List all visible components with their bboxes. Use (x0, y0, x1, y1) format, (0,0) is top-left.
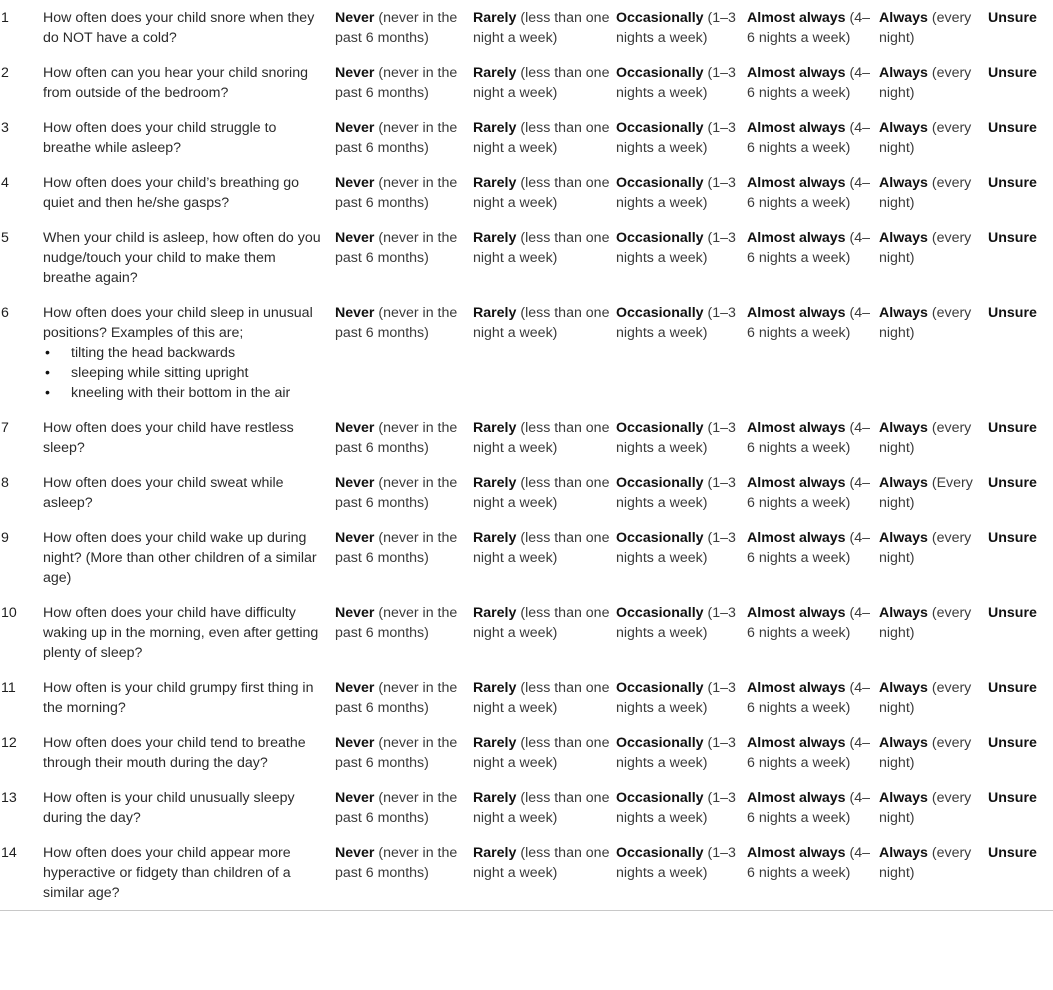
option-description: (never in the past 6 months) (335, 230, 458, 266)
option-description: (less than one night a week) (473, 530, 610, 566)
option-rarely (473, 465, 616, 520)
option-rarely (473, 295, 616, 410)
option-label: Unsure (988, 420, 1037, 436)
option-label: Occasionally (616, 10, 704, 26)
option-description: (1–3 nights a week) (616, 605, 736, 641)
option-almost-always (747, 110, 879, 165)
option-always (879, 670, 988, 725)
question-number: 8 (1, 475, 9, 491)
question-cell (43, 295, 335, 410)
table-row (0, 725, 1053, 780)
option-unsure (988, 0, 1053, 55)
question-text: How often does your child snore when they do NOT have a cold? (43, 10, 315, 46)
option-description: (1–3 nights a week) (616, 10, 736, 46)
option-label: Always (879, 175, 928, 191)
option-description: (every night) (879, 420, 972, 456)
option-label: Always (879, 735, 928, 751)
question-cell (43, 725, 335, 780)
option-almost-always (747, 725, 879, 780)
option-unsure (988, 465, 1053, 520)
option-label: Never (335, 845, 375, 861)
option-occasionally (616, 220, 747, 295)
option-label: Unsure (988, 120, 1037, 136)
option-label: Almost always (747, 230, 846, 246)
option-label: Occasionally (616, 605, 704, 621)
option-occasionally (616, 165, 747, 220)
option-label: Unsure (988, 790, 1037, 806)
option-description: (every night) (879, 680, 972, 716)
option-label: Occasionally (616, 175, 704, 191)
option-description: (4–6 nights a week) (747, 175, 871, 211)
option-never (335, 295, 473, 410)
option-almost-always (747, 165, 879, 220)
option-never (335, 165, 473, 220)
option-description: (less than one night a week) (473, 845, 610, 881)
question-cell (43, 55, 335, 110)
option-description: (never in the past 6 months) (335, 420, 458, 456)
option-almost-always (747, 595, 879, 670)
option-label: Almost always (747, 735, 846, 751)
option-label: Occasionally (616, 680, 704, 696)
question-text: How often does your child’s breathing go quiet and then he/she gasps? (43, 175, 300, 211)
option-occasionally (616, 780, 747, 835)
question-text: How often does your child wake up during night? (More than other children of a similar age) (43, 530, 317, 586)
option-never (335, 835, 473, 911)
option-label: Always (879, 305, 928, 321)
question-text: How often does your child appear more hyperactive or fidgety than children of a similar age? (43, 845, 291, 901)
option-almost-always (747, 55, 879, 110)
option-almost-always (747, 0, 879, 55)
question-number: 6 (1, 305, 9, 321)
option-label: Unsure (988, 65, 1037, 81)
table-row (0, 220, 1053, 295)
option-description: (never in the past 6 months) (335, 175, 458, 211)
option-description: (4–6 nights a week) (747, 530, 871, 566)
option-description: (every night) (879, 605, 972, 641)
option-description: (4–6 nights a week) (747, 845, 871, 881)
option-rarely (473, 410, 616, 465)
question-number: 13 (1, 790, 17, 806)
option-unsure (988, 55, 1053, 110)
option-description: (never in the past 6 months) (335, 680, 458, 716)
option-description: (never in the past 6 months) (335, 735, 458, 771)
option-label: Rarely (473, 305, 517, 321)
question-text: When your child is asleep, how often do you nudge/touch your child to make them breathe again? (43, 230, 321, 286)
option-label: Always (879, 530, 928, 546)
option-label: Rarely (473, 790, 517, 806)
question-text: How often does your child sweat while asleep? (43, 475, 284, 511)
table-row (0, 780, 1053, 835)
option-label: Unsure (988, 680, 1037, 696)
option-description: (every night) (879, 305, 972, 341)
option-description: (every night) (879, 845, 972, 881)
examples-list (43, 343, 325, 403)
option-always (879, 55, 988, 110)
option-label: Never (335, 420, 375, 436)
option-label: Rarely (473, 420, 517, 436)
option-occasionally (616, 835, 747, 911)
option-rarely (473, 670, 616, 725)
option-unsure (988, 595, 1053, 670)
option-label: Never (335, 65, 375, 81)
question-cell (43, 0, 335, 55)
question-text: How often is your child grumpy first thing in the morning? (43, 680, 314, 716)
question-number: 7 (1, 420, 9, 436)
list-item: • sleeping while sitting upright (71, 363, 325, 383)
option-description: (less than one night a week) (473, 475, 610, 511)
option-rarely (473, 165, 616, 220)
table-row (0, 465, 1053, 520)
option-description: (1–3 nights a week) (616, 230, 736, 266)
option-label: Rarely (473, 735, 517, 751)
option-unsure (988, 165, 1053, 220)
table-row (0, 670, 1053, 725)
option-rarely (473, 55, 616, 110)
question-cell (43, 165, 335, 220)
option-rarely (473, 595, 616, 670)
question-cell (43, 780, 335, 835)
option-label: Rarely (473, 65, 517, 81)
option-label: Never (335, 530, 375, 546)
option-label: Almost always (747, 305, 846, 321)
option-description: (every night) (879, 790, 972, 826)
option-description: (4–6 nights a week) (747, 475, 871, 511)
option-description: (every night) (879, 530, 972, 566)
option-always (879, 835, 988, 911)
question-number: 11 (1, 680, 16, 696)
table-row (0, 110, 1053, 165)
option-label: Rarely (473, 680, 517, 696)
question-number: 14 (0, 835, 43, 911)
option-never (335, 725, 473, 780)
option-description: (4–6 nights a week) (747, 10, 871, 46)
option-label: Rarely (473, 845, 517, 861)
option-occasionally (616, 725, 747, 780)
option-description: (4–6 nights a week) (747, 790, 871, 826)
option-occasionally (616, 0, 747, 55)
option-label: Almost always (747, 680, 846, 696)
option-description: (every night) (879, 65, 972, 101)
option-description: (1–3 nights a week) (616, 735, 736, 771)
option-description: (never in the past 6 months) (335, 530, 458, 566)
option-description: (every night) (879, 10, 972, 46)
option-label: Occasionally (616, 230, 704, 246)
option-description: (1–3 nights a week) (616, 475, 736, 511)
option-almost-always (747, 410, 879, 465)
option-never (335, 520, 473, 595)
option-always (879, 410, 988, 465)
question-number: 2 (1, 65, 9, 81)
option-label: Rarely (473, 10, 517, 26)
option-occasionally (616, 595, 747, 670)
option-unsure (988, 520, 1053, 595)
option-description: (4–6 nights a week) (747, 65, 871, 101)
option-description: (less than one night a week) (473, 230, 610, 266)
table-row (0, 595, 1053, 670)
option-description: (less than one night a week) (473, 790, 610, 826)
option-never (335, 410, 473, 465)
option-label: Unsure (988, 10, 1037, 26)
option-unsure (988, 220, 1053, 295)
option-unsure (988, 110, 1053, 165)
option-label: Occasionally (616, 475, 704, 491)
option-never (335, 595, 473, 670)
option-unsure (988, 410, 1053, 465)
option-unsure (988, 725, 1053, 780)
option-description: (4–6 nights a week) (747, 120, 871, 156)
option-description: (every night) (879, 175, 972, 211)
question-text: How often does your child have restless sleep? (43, 420, 294, 456)
option-label: Unsure (988, 605, 1037, 621)
option-label: Unsure (988, 175, 1037, 191)
option-never (335, 465, 473, 520)
question-text: How often is your child unusually sleepy during the day? (43, 790, 295, 826)
option-label: Almost always (747, 475, 846, 491)
question-number: 9 (1, 530, 9, 546)
question-number: 3 (1, 120, 9, 136)
option-label: Unsure (988, 475, 1037, 491)
option-description: (4–6 nights a week) (747, 680, 871, 716)
option-label: Never (335, 305, 375, 321)
question-text: How often does your child tend to breathe through their mouth during the day? (43, 735, 306, 771)
option-label: Almost always (747, 120, 846, 136)
option-occasionally (616, 55, 747, 110)
option-description: (less than one night a week) (473, 10, 610, 46)
question-text: How often can you hear your child snoring from outside of the bedroom? (43, 65, 308, 101)
option-label: Occasionally (616, 120, 704, 136)
option-always (879, 465, 988, 520)
option-description: (less than one night a week) (473, 420, 610, 456)
option-occasionally (616, 520, 747, 595)
option-never (335, 55, 473, 110)
option-rarely (473, 520, 616, 595)
option-label: Almost always (747, 845, 846, 861)
option-description: (less than one night a week) (473, 120, 610, 156)
option-label: Always (879, 120, 928, 136)
option-rarely (473, 835, 616, 911)
option-description: (1–3 nights a week) (616, 680, 736, 716)
option-occasionally (616, 465, 747, 520)
option-label: Never (335, 120, 375, 136)
option-label: Rarely (473, 605, 517, 621)
option-occasionally (616, 410, 747, 465)
option-description: (4–6 nights a week) (747, 420, 871, 456)
option-label: Almost always (747, 530, 846, 546)
option-label: Occasionally (616, 735, 704, 751)
option-label: Always (879, 605, 928, 621)
option-rarely (473, 0, 616, 55)
option-occasionally (616, 110, 747, 165)
option-description: (Every night) (879, 475, 973, 511)
option-never (335, 780, 473, 835)
table-row (0, 165, 1053, 220)
option-description: (1–3 nights a week) (616, 175, 736, 211)
option-label: Never (335, 790, 375, 806)
option-description: (1–3 nights a week) (616, 530, 736, 566)
option-never (335, 670, 473, 725)
option-unsure (988, 295, 1053, 410)
option-almost-always (747, 520, 879, 595)
question-cell (43, 670, 335, 725)
option-occasionally (616, 295, 747, 410)
option-description: (never in the past 6 months) (335, 120, 458, 156)
option-label: Rarely (473, 475, 517, 491)
option-description: (4–6 nights a week) (747, 735, 871, 771)
option-always (879, 725, 988, 780)
option-description: (never in the past 6 months) (335, 605, 458, 641)
list-item: • tilting the head backwards (71, 343, 325, 363)
option-almost-always (747, 465, 879, 520)
option-label: Never (335, 10, 375, 26)
option-description: (less than one night a week) (473, 175, 610, 211)
option-rarely (473, 725, 616, 780)
option-almost-always (747, 780, 879, 835)
option-label: Always (879, 845, 928, 861)
option-label: Never (335, 605, 375, 621)
table-row (0, 295, 1053, 410)
option-label: Unsure (988, 845, 1037, 861)
option-unsure (988, 670, 1053, 725)
option-rarely (473, 780, 616, 835)
option-almost-always (747, 295, 879, 410)
option-description: (less than one night a week) (473, 605, 610, 641)
question-cell (43, 595, 335, 670)
option-label: Always (879, 475, 928, 491)
question-cell (43, 520, 335, 595)
option-unsure (988, 780, 1053, 835)
option-description: (every night) (879, 735, 972, 771)
option-description: (never in the past 6 months) (335, 790, 458, 826)
option-label: Never (335, 230, 375, 246)
option-label: Occasionally (616, 65, 704, 81)
question-number: 10 (1, 605, 17, 621)
option-occasionally (616, 670, 747, 725)
option-label: Rarely (473, 120, 517, 136)
option-label: Almost always (747, 175, 846, 191)
option-description: (4–6 nights a week) (747, 305, 871, 341)
option-rarely (473, 110, 616, 165)
option-description: (1–3 nights a week) (616, 420, 736, 456)
option-label: Always (879, 65, 928, 81)
option-label: Almost always (747, 10, 846, 26)
option-label: Always (879, 790, 928, 806)
option-description: (never in the past 6 months) (335, 10, 458, 46)
option-description: (never in the past 6 months) (335, 845, 458, 881)
option-description: (1–3 nights a week) (616, 120, 736, 156)
question-number: 1 (1, 10, 9, 26)
question-number: 4 (1, 175, 9, 191)
question-number: 12 (1, 735, 17, 751)
question-cell (43, 835, 335, 911)
option-description: (1–3 nights a week) (616, 305, 736, 341)
option-description: (4–6 nights a week) (747, 230, 871, 266)
option-label: Almost always (747, 790, 846, 806)
table-row (0, 835, 1053, 911)
option-label: Always (879, 10, 928, 26)
option-never (335, 110, 473, 165)
question-text: How often does your child struggle to breathe while asleep? (43, 120, 277, 156)
option-description: (never in the past 6 months) (335, 305, 458, 341)
option-label: Never (335, 175, 375, 191)
option-always (879, 220, 988, 295)
option-label: Rarely (473, 530, 517, 546)
option-description: (less than one night a week) (473, 735, 610, 771)
option-description: (1–3 nights a week) (616, 65, 736, 101)
option-label: Occasionally (616, 305, 704, 321)
option-label: Occasionally (616, 420, 704, 436)
question-text: How often does your child sleep in unusual positions? Examples of this are; (43, 305, 313, 341)
option-label: Rarely (473, 230, 517, 246)
option-label: Almost always (747, 605, 846, 621)
table-row (0, 410, 1053, 465)
option-description: (every night) (879, 230, 972, 266)
option-always (879, 0, 988, 55)
option-label: Never (335, 680, 375, 696)
option-label: Never (335, 735, 375, 751)
question-number: 5 (1, 230, 9, 246)
question-text: How often does your child have difficulty waking up in the morning, even after getting plenty of sleep? (43, 605, 319, 661)
option-label: Always (879, 680, 928, 696)
table-row (0, 520, 1053, 595)
option-label: Occasionally (616, 530, 704, 546)
option-always (879, 595, 988, 670)
option-never (335, 0, 473, 55)
option-label: Unsure (988, 230, 1037, 246)
option-label: Occasionally (616, 790, 704, 806)
option-label: Unsure (988, 735, 1037, 751)
table-row (0, 55, 1053, 110)
option-label: Almost always (747, 65, 846, 81)
option-always (879, 295, 988, 410)
question-cell (43, 110, 335, 165)
option-always (879, 110, 988, 165)
option-always (879, 520, 988, 595)
option-description: (never in the past 6 months) (335, 65, 458, 101)
option-label: Always (879, 420, 928, 436)
option-description: (less than one night a week) (473, 680, 610, 716)
option-label: Unsure (988, 530, 1037, 546)
option-description: (every night) (879, 120, 972, 156)
option-almost-always (747, 670, 879, 725)
option-description: (1–3 nights a week) (616, 845, 736, 881)
option-rarely (473, 220, 616, 295)
list-item: • kneeling with their bottom in the air (71, 383, 325, 403)
option-always (879, 780, 988, 835)
option-label: Unsure (988, 305, 1037, 321)
table-row (0, 0, 1053, 55)
option-description: (less than one night a week) (473, 65, 610, 101)
option-description: (4–6 nights a week) (747, 605, 871, 641)
question-cell (43, 410, 335, 465)
option-label: Rarely (473, 175, 517, 191)
option-label: Almost always (747, 420, 846, 436)
question-cell (43, 220, 335, 295)
option-almost-always (747, 220, 879, 295)
question-cell (43, 465, 335, 520)
option-label: Always (879, 230, 928, 246)
option-label: Occasionally (616, 845, 704, 861)
option-almost-always (747, 835, 879, 911)
option-never (335, 220, 473, 295)
option-description: (1–3 nights a week) (616, 790, 736, 826)
option-label: Never (335, 475, 375, 491)
option-description: (never in the past 6 months) (335, 475, 458, 511)
option-always (879, 165, 988, 220)
option-unsure (988, 835, 1053, 911)
option-description: (less than one night a week) (473, 305, 610, 341)
